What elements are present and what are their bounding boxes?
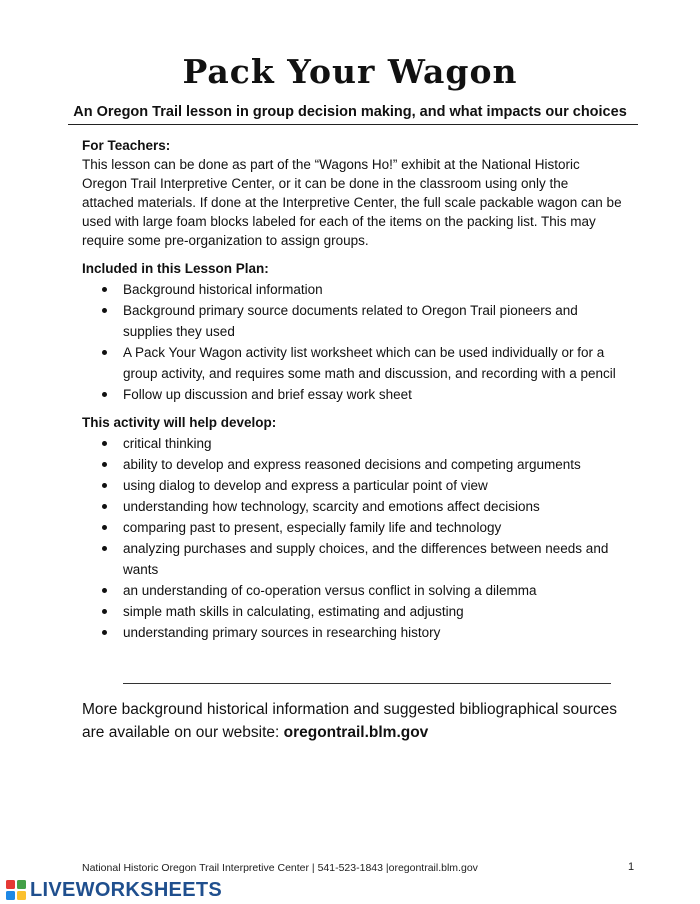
list-item <box>82 496 622 517</box>
list-item <box>82 300 622 342</box>
list-item <box>82 475 622 496</box>
liveworksheets-logo-icon <box>5 879 27 901</box>
more-info-text: More background historical information and suggested bibliographical sources are available on our website: <box>82 701 618 741</box>
bullet-icon <box>102 504 107 509</box>
list-item-text: simple math skills in calculating, estimating and adjusting <box>123 604 464 619</box>
list-item-text: A Pack Your Wagon activity list worksheet which can be used individually or for a group activity, and requires some math and discussion, and recording with a pencil <box>123 345 616 381</box>
list-item <box>82 622 622 643</box>
lesson-content <box>82 136 622 651</box>
list-item-text: Follow up discussion and brief essay work sheet <box>123 387 412 402</box>
website-link[interactable]: oregontrail.blm.gov <box>283 724 429 741</box>
list-item <box>82 433 622 454</box>
list-item-text: analyzing purchases and supply choices, and the differences between needs and wants <box>123 541 609 577</box>
list-item-text: critical thinking <box>123 436 212 451</box>
bullet-icon <box>102 588 107 593</box>
list-item-text: understanding how technology, scarcity and emotions affect decisions <box>123 499 540 514</box>
liveworksheets-branding[interactable] <box>5 878 222 902</box>
bullet-icon <box>102 287 107 292</box>
bullet-icon <box>102 609 107 614</box>
list-item <box>82 279 622 300</box>
page-number: 1 <box>628 861 635 873</box>
list-item-text: an understanding of co-operation versus conflict in solving a dilemma <box>123 583 537 598</box>
list-item-text: ability to develop and express reasoned decisions and competing arguments <box>123 457 581 472</box>
list-item <box>82 601 622 622</box>
included-heading: Included in this Lesson Plan: <box>82 261 269 276</box>
page-title: Pack Your Wagon <box>182 52 518 91</box>
teachers-paragraph: This lesson can be done as part of the “Wagons Ho!” exhibit at the National Historic Oregon Trail Interpretive Center, or it can be done in the classroom using only the attached materials. If done at the Interpretive Center, the full scale packable wagon can be used with large foam blocks labeled for each of the items on the packing list. This may require some pre-organization to assign groups. <box>82 157 622 248</box>
footer-text: National Historic Oregon Trail Interpretive Center | 541-523-1843 |oregontrail.blm.gov <box>82 862 478 874</box>
bullet-icon <box>102 462 107 467</box>
bullet-icon <box>102 441 107 446</box>
more-info-paragraph <box>82 698 642 744</box>
title-divider <box>68 124 638 125</box>
list-item <box>82 342 622 384</box>
list-item <box>82 580 622 601</box>
page-subtitle: An Oregon Trail lesson in group decision making, and what impacts our choices <box>73 104 627 120</box>
included-list <box>82 279 622 405</box>
bullet-icon <box>102 630 107 635</box>
bullet-icon <box>102 483 107 488</box>
list-item <box>82 384 622 405</box>
list-item-text: using dialog to develop and express a particular point of view <box>123 478 488 493</box>
list-item-text: Background historical information <box>123 282 323 297</box>
bullet-icon <box>102 546 107 551</box>
section-divider <box>123 683 611 684</box>
bullet-icon <box>102 350 107 355</box>
bullet-icon <box>102 525 107 530</box>
liveworksheets-text: LIVEWORKSHEETS <box>30 878 222 901</box>
list-item <box>82 538 622 580</box>
develop-heading: This activity will help develop: <box>82 415 277 430</box>
list-item-text: understanding primary sources in researching history <box>123 625 441 640</box>
bullet-icon <box>102 308 107 313</box>
list-item-text: comparing past to present, especially family life and technology <box>123 520 502 535</box>
list-item <box>82 517 622 538</box>
list-item <box>82 454 622 475</box>
develop-list <box>82 433 622 643</box>
list-item-text: Background primary source documents related to Oregon Trail pioneers and supplies they used <box>123 303 578 339</box>
teachers-heading: For Teachers: <box>82 138 171 153</box>
bullet-icon <box>102 392 107 397</box>
